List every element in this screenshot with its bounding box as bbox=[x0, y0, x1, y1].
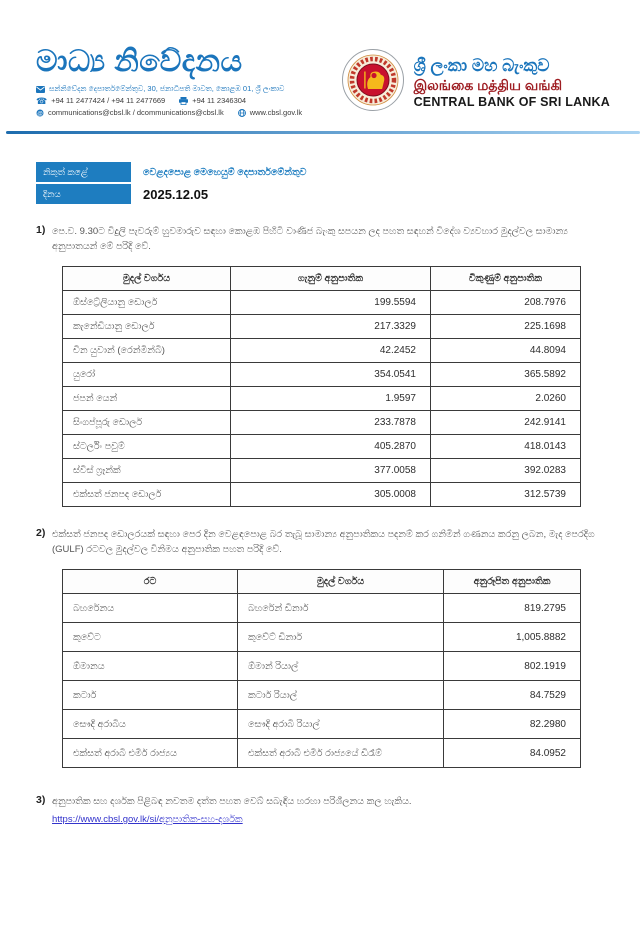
date-value: 2025.12.05 bbox=[143, 186, 209, 202]
currency-name: එක්සත් අරාබි එමීර් රාජ්‍යයේ ඩිරෑම් bbox=[238, 739, 444, 768]
table-row bbox=[63, 459, 581, 483]
fax-icon bbox=[179, 97, 188, 105]
table-row bbox=[63, 483, 581, 507]
exchange-rates-table bbox=[62, 266, 581, 507]
table-row bbox=[63, 623, 581, 652]
section-3-number: 3) bbox=[36, 794, 46, 806]
rate-value: 819.2795 bbox=[444, 594, 581, 623]
issued-by-label: නිකුත් කළේ bbox=[36, 162, 131, 182]
table-row bbox=[63, 315, 581, 339]
website-url: www.cbsl.gov.lk bbox=[249, 108, 303, 117]
table-row bbox=[63, 710, 581, 739]
sell-rate: 2.0260 bbox=[431, 387, 581, 411]
header bbox=[36, 46, 610, 132]
sell-rate: 242.9141 bbox=[431, 411, 581, 435]
currency-name: කුවේට් ඩිනාර් bbox=[238, 623, 444, 652]
currency-name: චීන යුවාන් (රෙන්මින්බි) bbox=[63, 339, 231, 363]
sell-rate: 44.8094 bbox=[431, 339, 581, 363]
address-text: සන්නිවේදන දෙපාර්තමේන්තුව, 30, ජනාධිපති මාවත, කොළඹ 01, ශ්‍රී ලංකාව bbox=[49, 84, 285, 93]
col-buying-rate: ගැනුම් අනුපාතික bbox=[231, 267, 431, 291]
currency-name: ඕමාන් රියාල් bbox=[238, 652, 444, 681]
sell-rate: 312.5739 bbox=[431, 483, 581, 507]
meta-block bbox=[36, 162, 610, 204]
gulf-rates-table bbox=[62, 569, 581, 768]
rate-value: 84.7529 bbox=[444, 681, 581, 710]
currency-name: කටාර් රියාල් bbox=[238, 681, 444, 710]
currency-name: ඕස්ට්‍රේලියානු ඩොලර් bbox=[63, 291, 231, 315]
section-2-number: 2) bbox=[36, 527, 46, 539]
buy-rate: 354.0541 bbox=[231, 363, 431, 387]
section-1-number: 1) bbox=[36, 224, 46, 236]
table-row bbox=[63, 435, 581, 459]
buy-rate: 199.5594 bbox=[231, 291, 431, 315]
fax-number: +94 11 2346304 bbox=[192, 96, 247, 105]
section-3-text-wrap bbox=[52, 794, 597, 827]
table-row bbox=[63, 387, 581, 411]
buy-rate: 1.9597 bbox=[231, 387, 431, 411]
country-name: එක්සත් අරාබි එමීර් රාජ්‍යය bbox=[63, 739, 238, 768]
buy-rate: 305.0008 bbox=[231, 483, 431, 507]
email-addresses: communications@cbsl.lk / dcommunications@cbsl.lk bbox=[48, 108, 224, 117]
rate-value: 84.0952 bbox=[444, 739, 581, 768]
date-label: දිනය bbox=[36, 184, 131, 204]
table-row bbox=[63, 291, 581, 315]
col-currency-type: මුදල් වර්ගය bbox=[238, 570, 444, 594]
table-row bbox=[63, 652, 581, 681]
col-selling-rate: විකුණුම් අනුපාතික bbox=[431, 267, 581, 291]
bank-identity bbox=[341, 48, 610, 117]
section-1 bbox=[36, 224, 610, 254]
currency-name: ස්ටර්ලිං පවුම් bbox=[63, 435, 231, 459]
section-1-text: පෙ.ව. 9.30ට විදුලි පැවරුම් හුවමාරුව සඳහා කොළඹ පිහිටි වාණිජ බැංකු සපයන ලද පහත සඳහන් විදේශ ව්‍යවහාර මුදල්වල සාමාන්‍ය අනුපාතයන් මේ පරිදි වේ. bbox=[52, 226, 568, 252]
issued-by-row bbox=[36, 162, 610, 182]
table-header-row bbox=[63, 570, 581, 594]
col-corresponding-rate: අනුරූපිත අනුපාතික bbox=[444, 570, 581, 594]
bank-name-sinhala: ශ්‍රී ලංකා මහ බැංකුව bbox=[413, 55, 550, 75]
country-name: ඕමානය bbox=[63, 652, 238, 681]
email-icon bbox=[36, 109, 44, 117]
svg-text:@: @ bbox=[37, 110, 43, 117]
globe-icon bbox=[238, 109, 246, 117]
header-divider bbox=[6, 131, 640, 134]
currency-name: යුරෝ bbox=[63, 363, 231, 387]
bank-name-tamil: இலங்கை மத்திய வங்கி bbox=[413, 76, 563, 93]
table-row bbox=[63, 411, 581, 435]
sell-rate: 392.0283 bbox=[431, 459, 581, 483]
section-3-text: අනුපාතික සහ දර්ශක පිළිබඳ නවතම දත්ත පහත වෙබ් සබැඳිය හරහා පරිශීලනය කල හැකිය. bbox=[52, 796, 412, 807]
currency-name: සෞදි අරාබි රියාල් bbox=[238, 710, 444, 739]
sell-rate: 208.7976 bbox=[431, 291, 581, 315]
buy-rate: 377.0058 bbox=[231, 459, 431, 483]
table-row bbox=[63, 739, 581, 768]
envelope-icon bbox=[36, 86, 45, 93]
page-title: මාධ්‍ය නිවේදනය bbox=[36, 45, 243, 78]
country-name: කුවේට bbox=[63, 623, 238, 652]
bank-names bbox=[414, 55, 610, 111]
table-row bbox=[63, 339, 581, 363]
sell-rate: 365.5892 bbox=[431, 363, 581, 387]
currency-name: ජපන් යෙන් bbox=[63, 387, 231, 411]
phone-numbers: +94 11 2477424 / +94 11 2477669 bbox=[51, 96, 166, 105]
table-row bbox=[63, 681, 581, 710]
country-name: කටාර් bbox=[63, 681, 238, 710]
rate-value: 82.2980 bbox=[444, 710, 581, 739]
currency-name: ස්විස් ෆ්‍රෑන්ක් bbox=[63, 459, 231, 483]
buy-rate: 405.2870 bbox=[231, 435, 431, 459]
rates-indicators-link[interactable]: https://www.cbsl.gov.lk/si/අනුපාතික-සහ-දර්ශක bbox=[52, 814, 243, 825]
buy-rate: 217.3329 bbox=[231, 315, 431, 339]
section-2-text: එක්සත් ජනපද ඩොලරයක් සඳහා පෙර දින වෙළඳපොළ බර තැබූ සාමාන්‍ය අනුපාතිකය පදනම් කර ගනිමින් ගණනය කරනු ලබන, මැද පෙරදිග (GULF) රටවල මුදල්වල විනිමය අනුපාතික පහත පරිදි වේ. bbox=[52, 529, 595, 555]
col-currency-type: මුදල් වර්ගය bbox=[63, 267, 231, 291]
cbsl-logo bbox=[341, 48, 405, 117]
table-row bbox=[63, 594, 581, 623]
sell-rate: 225.1698 bbox=[431, 315, 581, 339]
buy-rate: 233.7878 bbox=[231, 411, 431, 435]
currency-name: එක්සත් ජනපද ඩොලර් bbox=[63, 483, 231, 507]
currency-name: කැනේඩියානු ඩොලර් bbox=[63, 315, 231, 339]
rate-value: 802.1919 bbox=[444, 652, 581, 681]
currency-name: බහරේන් ඩිනාර් bbox=[238, 594, 444, 623]
section-3 bbox=[36, 794, 610, 827]
date-row bbox=[36, 184, 610, 204]
table-header-row bbox=[63, 267, 581, 291]
col-country: රට bbox=[63, 570, 238, 594]
rate-value: 1,005.8882 bbox=[444, 623, 581, 652]
sell-rate: 418.0143 bbox=[431, 435, 581, 459]
section-2 bbox=[36, 527, 610, 557]
issued-by-value: වෙළදපොළ මෙහෙයුම් දෙපාර්තමේන්තුව bbox=[143, 166, 307, 178]
currency-name: සිංගප්පූරු ඩොලර් bbox=[63, 411, 231, 435]
country-name: සෞදි අරාබිය bbox=[63, 710, 238, 739]
country-name: බහරේනය bbox=[63, 594, 238, 623]
phone-icon: ☎ bbox=[36, 95, 48, 106]
buy-rate: 42.2452 bbox=[231, 339, 431, 363]
bank-name-english: CENTRAL BANK OF SRI LANKA bbox=[413, 94, 610, 109]
table-row bbox=[63, 363, 581, 387]
